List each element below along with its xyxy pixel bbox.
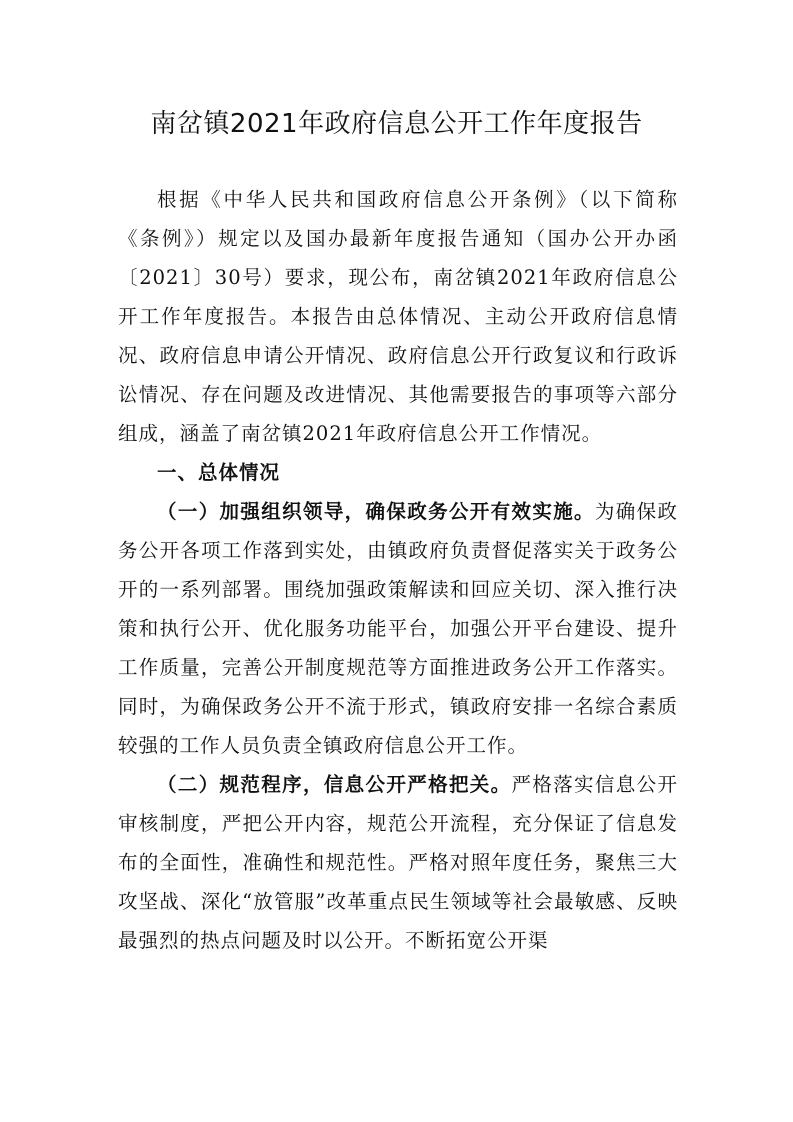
paragraph-organization-text: 为确保政务公开各项工作落到实处，由镇政府负责督促落实关于政务公开的一系列部署。围绕加强政策解读和回应关切、深入推行决策和执行公开、优化服务功能平台，加强公开平台建设、提升工作质量，完善公开制度规范等方面推进政务公开工作落实。同时，为确保政务公开不流于形式，镇政府安排一名综合素质较强的工作人员负责全镇政府信息公开工作。 [118,500,678,757]
paragraph-procedure-lead: （二）规范程序，信息公开严格把关。 [157,773,512,796]
section-heading-overview: 一、总体情况 [157,461,281,484]
paragraph-organization-lead: （一）加强组织领导，确保政务公开有效实施。 [157,500,595,523]
document-body [118,180,678,960]
paragraph-procedure [118,765,678,960]
paragraph-procedure-text: 严格落实信息公开审核制度，严把公开内容，规范公开流程，充分保证了信息发布的全面性，准确性和规范性。严格对照年度任务，聚焦三大攻坚战、深化“放管服”改革重点民生领域等社会最敏感、反映最强烈的热点问题及时以公开。不断拓宽公开渠 [118,773,678,952]
document-title: 南岔镇2021年政府信息公开工作年度报告 [150,109,643,139]
paragraph-organization [118,492,678,765]
intro-paragraph: 根据《中华人民共和国政府信息公开条例》（以下简称《条例》）规定以及国办最新年度报告通知（国办公开办函〔2021〕30号）要求，现公布，南岔镇2021年政府信息公开工作年度报告。本报告由总体情况、主动公开政府信息情况、政府信息申请公开情况、政府信息公开行政复议和行政诉讼情况、存在问题及改进情况、其他需要报告的事项等六部分组成，涵盖了南岔镇2021年政府信息公开工作情况。 [118,188,678,445]
